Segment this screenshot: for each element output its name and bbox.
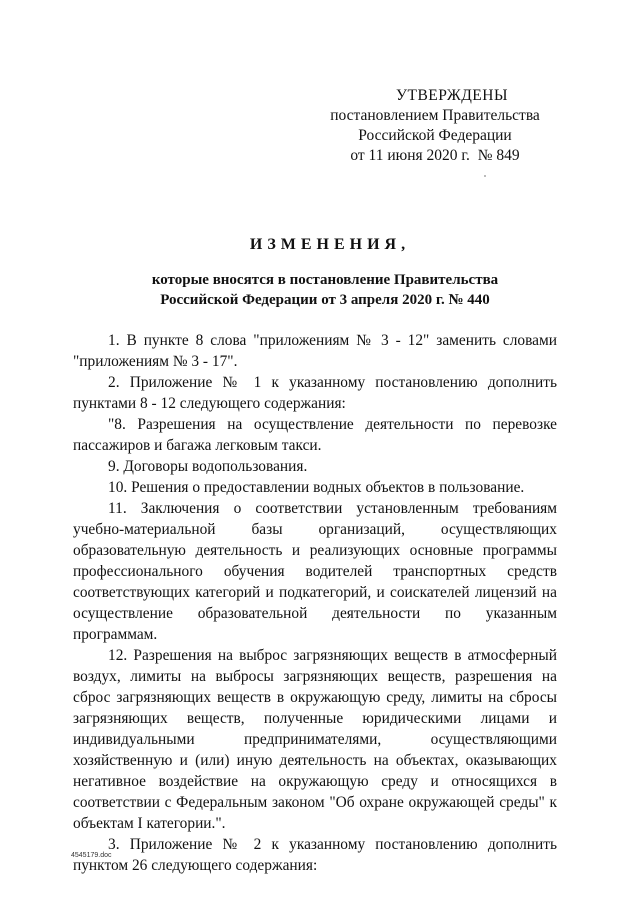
approval-line-1: постановлением Правительства — [330, 107, 540, 124]
footer-file-code: 4545179.doc — [71, 852, 112, 859]
document-subtitle-line-1: которые вносятся в постановление Правительства — [151, 272, 499, 288]
approval-number: 849 — [496, 147, 520, 164]
paragraph-item-3: 3. Приложение № 2 к указанному постановлению дополнить пунктом 26 следующего содержания: — [73, 836, 557, 874]
paragraph-item-2: 2. Приложение № 1 к указанному постановлению дополнить пунктами 8 - 12 следующего содержания: — [73, 374, 557, 412]
paragraph-sub-11: 11. Заключения о соответствии установленным требованиям учебно-материальной базы организаций, осуществляющих образовательную деятельность и реализующих основные программы профессионального обучения водителей транспортных средств соответствующих категорий и подкатегорий, и соискателей лицензий на осуществление образовательной деятельности по указанным программам. — [73, 500, 557, 643]
document-body — [73, 330, 557, 876]
paragraph-item-1: 1. В пункте 8 слова "приложениям № 3 - 12" заменить словами "приложениям № 3 - 17". — [73, 332, 557, 370]
approval-date: от 11 июня 2020 г. — [350, 147, 470, 164]
approval-number-sign: № — [477, 147, 493, 164]
document-title: ИЗМЕНЕНИЯ, — [249, 236, 411, 253]
paragraph-sub-8: "8. Разрешения на осуществление деятельности по перевозке пассажиров и багажа легковым такси. — [73, 416, 557, 454]
paragraph-sub-12: 12. Разрешения на выброс загрязняющих веществ в атмосферный воздух, лимиты на выбросы загрязняющих веществ, разрешения на сброс загрязняющих веществ в окружающую среду, лимиты на сбросы загрязняющих веществ, полученные юридическими лицами и индивидуальными предпринимателями, осуществляющими хозяйственную и (или) иную деятельность на объектах, оказывающих негативное воздействие на окружающую среду и относящихся в соответствии с Федеральным законом "Об охране окружающей среды" к объектам I категории.". — [73, 647, 557, 832]
document-subtitle-line-2: Российской Федерации от 3 апреля 2020 г. № 440 — [160, 292, 490, 308]
scan-artifact — [484, 175, 486, 177]
approval-line-2: Российской Федерации — [358, 127, 512, 144]
title-block — [80, 236, 570, 310]
approval-heading: УТВЕРЖДЕНЫ — [396, 87, 508, 104]
paragraph-sub-10: 10. Решения о предоставлении водных объектов в пользование. — [108, 479, 525, 496]
approval-date-line — [330, 146, 540, 166]
paragraph-sub-9: 9. Договоры водопользования. — [108, 458, 308, 475]
approval-stamp — [330, 86, 540, 166]
